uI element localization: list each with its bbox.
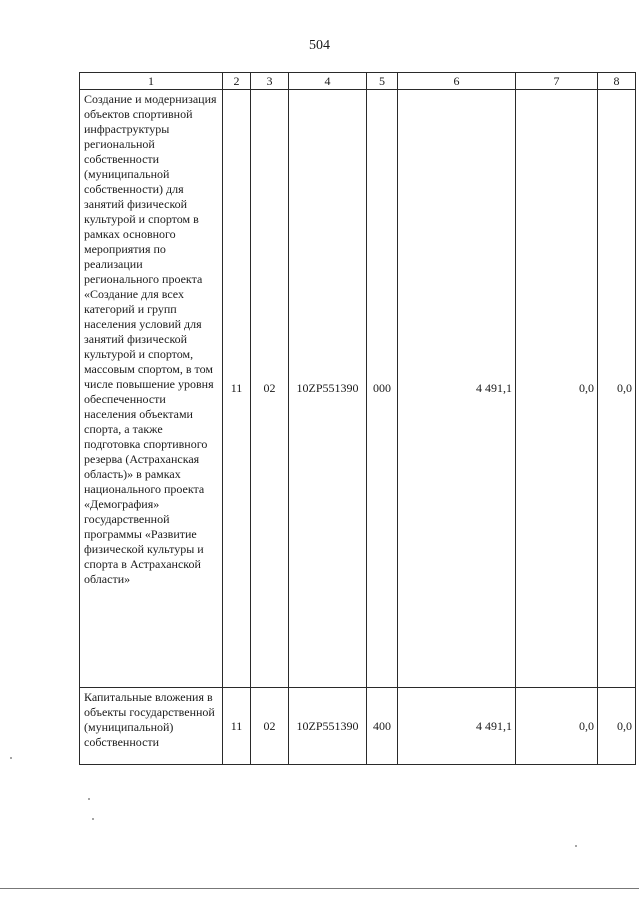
- table-row: [80, 688, 636, 765]
- header-cell-4: 4: [289, 73, 367, 90]
- target-article-cell: 10ZP551390: [289, 688, 367, 765]
- header-cell-3: 3: [251, 73, 289, 90]
- table-header-row: [80, 73, 636, 90]
- amount-cell-year-3: 0,0: [598, 688, 636, 765]
- amount-cell-year-3: 0,0: [598, 90, 636, 688]
- scan-speck: [575, 845, 577, 847]
- subsection-code-cell: 02: [251, 90, 289, 688]
- expense-type-cell: 400: [367, 688, 398, 765]
- scan-speck: [92, 818, 94, 820]
- section-code-cell: 11: [223, 688, 251, 765]
- row-name-cell: Создание и модернизация объектов спортивной инфраструктуры региональной собственности (муниципальной собственности) для занятий физической культурой и спортом в рамках основного мероприятия по реализации регионального проекта «Создание для всех категорий и групп населения условий для занятий физической культурой и спортом, массовым спортом, в том числе повышение уровня обеспеченности населения объектами спорта, а также подготовка спортивного резерва (Астраханская область)» в рамках национального проекта «Демография» государственной программы «Развитие физической культуры и спорта в Астраханской области»: [80, 90, 223, 688]
- header-cell-6: 6: [398, 73, 516, 90]
- amount-cell-year-1: 4 491,1: [398, 90, 516, 688]
- scan-edge-line: [0, 888, 639, 889]
- header-cell-5: 5: [367, 73, 398, 90]
- amount-cell-year-1: 4 491,1: [398, 688, 516, 765]
- budget-table: [79, 72, 636, 765]
- page-number: 504: [309, 38, 330, 53]
- amount-cell-year-2: 0,0: [516, 688, 598, 765]
- scan-speck: [10, 757, 12, 759]
- expense-type-cell: 000: [367, 90, 398, 688]
- table-row: [80, 90, 636, 688]
- scan-speck: [88, 798, 90, 800]
- header-cell-2: 2: [223, 73, 251, 90]
- subsection-code-cell: 02: [251, 688, 289, 765]
- header-cell-7: 7: [516, 73, 598, 90]
- header-cell-8: 8: [598, 73, 636, 90]
- amount-cell-year-2: 0,0: [516, 90, 598, 688]
- section-code-cell: 11: [223, 90, 251, 688]
- header-cell-1: 1: [80, 73, 223, 90]
- row-name-cell: Капитальные вложения в объекты государственной (муниципальной) собственности: [80, 688, 223, 765]
- target-article-cell: 10ZP551390: [289, 90, 367, 688]
